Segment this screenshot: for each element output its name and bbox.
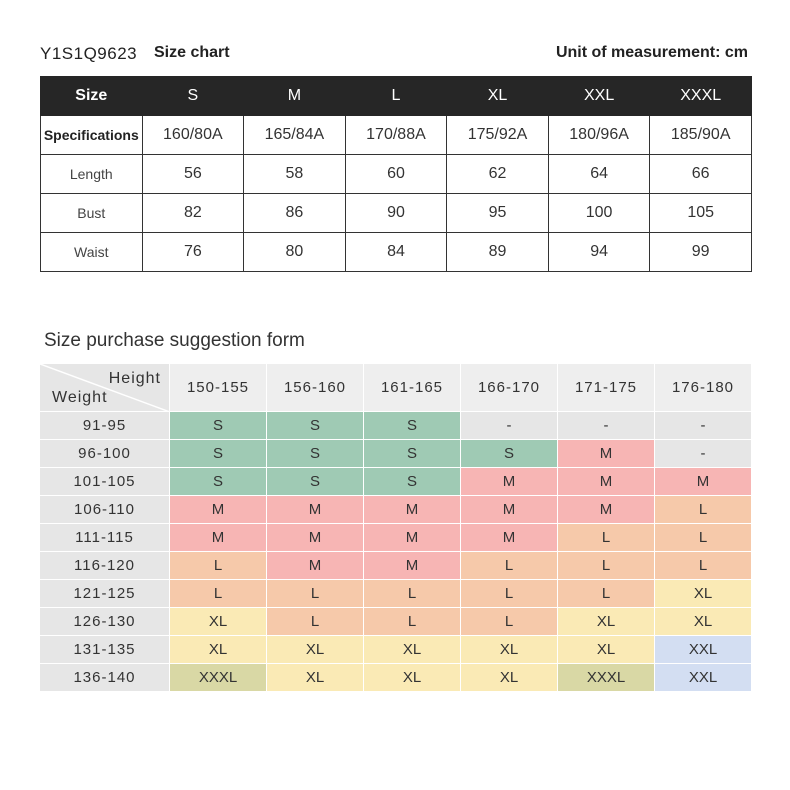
table-cell: 80 (244, 233, 346, 272)
suggested-size-cell: M (655, 468, 752, 496)
suggested-size-cell: M (267, 552, 364, 580)
table-cell: 175/92A (447, 116, 549, 155)
suggested-size-cell: L (267, 580, 364, 608)
height-range-header: 150-155 (170, 364, 267, 412)
header (40, 44, 748, 66)
suggested-size-cell: L (655, 524, 752, 552)
size-corner-label: Size (41, 77, 143, 116)
suggestion-title: Size purchase suggestion form (44, 330, 305, 351)
row-label: Length (41, 155, 143, 194)
size-header-row (41, 77, 752, 116)
suggested-size-cell: S (364, 468, 461, 496)
table-cell: 58 (244, 155, 346, 194)
table-cell: 89 (447, 233, 549, 272)
suggested-size-cell: XXXL (170, 664, 267, 692)
suggested-size-cell: M (364, 552, 461, 580)
suggested-size-cell: M (170, 496, 267, 524)
unit-of-measurement: Unit of measurement: cm (555, 44, 748, 61)
height-range-header: 176-180 (655, 364, 752, 412)
suggested-size-cell: M (461, 524, 558, 552)
weight-range-label: 131-135 (40, 636, 170, 664)
table-cell: 170/88A (345, 116, 447, 155)
suggested-size-cell: S (364, 412, 461, 440)
height-header-row (40, 364, 752, 412)
suggested-size-cell: XL (655, 580, 752, 608)
row-label: Specifications (41, 116, 143, 155)
weight-row (40, 580, 752, 608)
table-cell: 62 (447, 155, 549, 194)
suggested-size-cell: L (461, 552, 558, 580)
length-row (41, 155, 752, 194)
table-cell: 82 (142, 194, 244, 233)
suggested-size-cell: M (267, 496, 364, 524)
table-cell: 66 (650, 155, 752, 194)
suggested-size-cell: M (364, 496, 461, 524)
weight-range-label: 96-100 (40, 440, 170, 468)
suggested-size-cell: - (461, 412, 558, 440)
waist-row (41, 233, 752, 272)
product-code: Y1S1Q9623 (40, 44, 138, 63)
weight-row (40, 524, 752, 552)
weight-row (40, 664, 752, 692)
suggested-size-cell: M (558, 440, 655, 468)
size-header-cell: L (345, 77, 447, 116)
table-cell: 94 (548, 233, 650, 272)
suggested-size-cell: L (170, 552, 267, 580)
weight-row (40, 608, 752, 636)
weight-label: Weight (52, 389, 108, 406)
weight-range-label: 121-125 (40, 580, 170, 608)
table-cell: 165/84A (244, 116, 346, 155)
weight-row (40, 440, 752, 468)
suggested-size-cell: XL (267, 664, 364, 692)
table-cell: 180/96A (548, 116, 650, 155)
weight-range-label: 111-115 (40, 524, 170, 552)
height-range-header: 156-160 (267, 364, 364, 412)
suggested-size-cell: - (655, 412, 752, 440)
suggested-size-cell: L (170, 580, 267, 608)
suggested-size-cell: XXXL (558, 664, 655, 692)
suggested-size-cell: L (558, 524, 655, 552)
suggested-size-cell: - (558, 412, 655, 440)
suggested-size-cell: XL (364, 636, 461, 664)
table-cell: 90 (345, 194, 447, 233)
suggested-size-cell: S (364, 440, 461, 468)
suggested-size-cell: L (655, 552, 752, 580)
suggested-size-cell: S (170, 468, 267, 496)
suggested-size-cell: L (655, 496, 752, 524)
size-chart-table (40, 76, 752, 272)
size-suggestion-grid (40, 364, 752, 692)
row-label: Bust (41, 194, 143, 233)
table-cell: 56 (142, 155, 244, 194)
suggested-size-cell: S (267, 468, 364, 496)
bust-row (41, 194, 752, 233)
weight-row (40, 636, 752, 664)
suggested-size-cell: - (655, 440, 752, 468)
suggested-size-cell: XL (558, 608, 655, 636)
weight-row (40, 412, 752, 440)
table-cell: 185/90A (650, 116, 752, 155)
height-range-header: 171-175 (558, 364, 655, 412)
weight-range-label: 116-120 (40, 552, 170, 580)
suggested-size-cell: L (461, 580, 558, 608)
size-header-cell: M (244, 77, 346, 116)
suggested-size-cell: S (267, 440, 364, 468)
size-header-cell: XL (447, 77, 549, 116)
table-cell: 99 (650, 233, 752, 272)
size-chart-title: Size chart (154, 44, 230, 61)
suggested-size-cell: M (461, 496, 558, 524)
weight-range-label: 126-130 (40, 608, 170, 636)
suggested-size-cell: S (170, 412, 267, 440)
table-cell: 160/80A (142, 116, 244, 155)
height-range-header: 166-170 (461, 364, 558, 412)
specifications-row (41, 116, 752, 155)
suggested-size-cell: L (558, 580, 655, 608)
table-cell: 100 (548, 194, 650, 233)
suggested-size-cell: L (461, 608, 558, 636)
suggested-size-cell: XL (364, 664, 461, 692)
size-header-cell: XXL (548, 77, 650, 116)
suggested-size-cell: XL (170, 608, 267, 636)
size-header-cell: S (142, 77, 244, 116)
suggested-size-cell: XL (655, 608, 752, 636)
suggested-size-cell: S (461, 440, 558, 468)
suggested-size-cell: M (364, 524, 461, 552)
table-cell: 95 (447, 194, 549, 233)
weight-range-label: 106-110 (40, 496, 170, 524)
suggested-size-cell: M (461, 468, 558, 496)
table-cell: 105 (650, 194, 752, 233)
weight-range-label: 91-95 (40, 412, 170, 440)
suggested-size-cell: L (558, 552, 655, 580)
suggested-size-cell: XL (558, 636, 655, 664)
suggested-size-cell: M (558, 496, 655, 524)
suggested-size-cell: XL (461, 636, 558, 664)
suggested-size-cell: L (364, 608, 461, 636)
suggested-size-cell: L (364, 580, 461, 608)
suggested-size-cell: XXL (655, 664, 752, 692)
suggested-size-cell: XXL (655, 636, 752, 664)
table-cell: 86 (244, 194, 346, 233)
size-header-cell: XXXL (650, 77, 752, 116)
weight-row (40, 468, 752, 496)
table-cell: 64 (548, 155, 650, 194)
weight-range-label: 101-105 (40, 468, 170, 496)
suggested-size-cell: L (267, 608, 364, 636)
suggested-size-cell: S (267, 412, 364, 440)
table-cell: 76 (142, 233, 244, 272)
weight-row (40, 496, 752, 524)
weight-row (40, 552, 752, 580)
suggested-size-cell: XL (170, 636, 267, 664)
suggested-size-cell: M (267, 524, 364, 552)
table-cell: 60 (345, 155, 447, 194)
suggested-size-cell: S (170, 440, 267, 468)
row-label: Waist (41, 233, 143, 272)
height-label: Height (108, 370, 161, 387)
corner-header (40, 364, 170, 412)
suggested-size-cell: XL (461, 664, 558, 692)
weight-range-label: 136-140 (40, 664, 170, 692)
suggested-size-cell: M (170, 524, 267, 552)
suggested-size-cell: M (558, 468, 655, 496)
height-range-header: 161-165 (364, 364, 461, 412)
table-cell: 84 (345, 233, 447, 272)
suggested-size-cell: XL (267, 636, 364, 664)
